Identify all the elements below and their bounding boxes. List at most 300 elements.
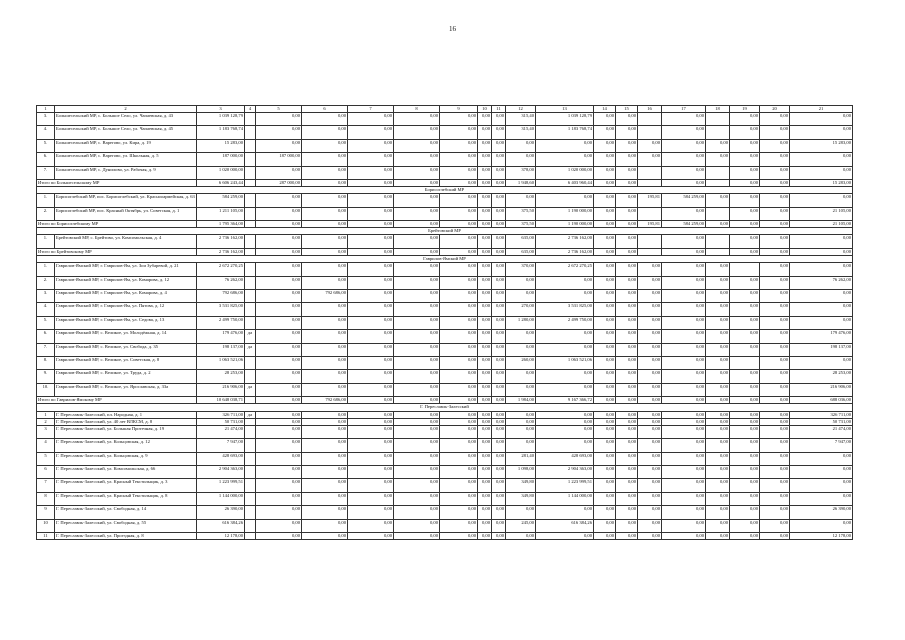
table-cell: 0,00	[394, 383, 440, 396]
table-cell: 26 390,00	[790, 506, 853, 519]
table-cell: 0,00	[302, 153, 348, 166]
table-cell: 0,00	[760, 452, 790, 465]
subtotal-cell	[638, 179, 662, 186]
table-cell: 0,00	[492, 166, 506, 179]
table-cell: 0,00	[348, 418, 394, 425]
table-cell: 0,00	[394, 356, 440, 369]
address-cell: Г. Переславль-Залесский, ул. Кольцовская, д. 9	[55, 452, 197, 465]
table-cell: 0,00	[506, 194, 536, 207]
table-cell: 0,00	[492, 263, 506, 276]
subtotal-cell: 0,00	[348, 179, 394, 186]
table-cell: 326 711,00	[197, 411, 245, 418]
table-row	[37, 418, 853, 425]
table-cell: 0,00	[506, 290, 536, 303]
subtotal-cell: 0,00	[616, 179, 638, 186]
table-cell: 187 000,00	[256, 153, 302, 166]
table-cell: 1 020 000,00	[197, 166, 245, 179]
table-cell: 0,00	[348, 263, 394, 276]
register-table	[36, 105, 853, 540]
table-cell: 0,00	[440, 207, 478, 220]
table-cell: 0,00	[616, 207, 638, 220]
column-number: 8	[394, 106, 440, 113]
row-number: 10.	[37, 383, 55, 396]
table-cell: 0,00	[478, 411, 492, 418]
table-cell: 0,00	[394, 533, 440, 540]
table-cell: 0,00	[616, 492, 638, 505]
table-cell: 0,00	[348, 207, 394, 220]
subtotal-cell: 195,81	[638, 221, 662, 228]
table-cell: 0,00	[730, 194, 760, 207]
table-cell: 0,00	[348, 166, 394, 179]
table-cell: 0,00	[440, 425, 478, 438]
row-number: 7.	[37, 166, 55, 179]
table-cell: 378,00	[506, 166, 536, 179]
table-row	[37, 370, 853, 383]
flag-cell	[245, 452, 256, 465]
table-cell: 0,00	[662, 439, 706, 452]
subtotal-cell	[706, 179, 730, 186]
table-cell: 0,00	[440, 126, 478, 139]
table-cell: 0,00	[348, 153, 394, 166]
table-cell: 0,00	[662, 411, 706, 418]
subtotal-cell: 0,00	[302, 221, 348, 228]
subtotal-cell	[245, 221, 256, 228]
table-cell: 0,00	[256, 506, 302, 519]
table-cell: 0,00	[662, 418, 706, 425]
table-cell: 0,00	[662, 290, 706, 303]
address-cell: Гаврилов-Ямский МР, г. Гаврилов-Ям, ул. Пятова, д. 12	[55, 303, 197, 316]
table-cell: 0,00	[492, 356, 506, 369]
table-cell: 0,00	[662, 303, 706, 316]
table-cell: 0,00	[706, 506, 730, 519]
row-number: 4.	[37, 303, 55, 316]
table-row	[37, 479, 853, 492]
table-cell: 1 039 128,79	[536, 113, 594, 126]
table-cell: 0,00	[256, 383, 302, 396]
table-cell: 0,00	[594, 439, 616, 452]
table-cell: 0,00	[594, 466, 616, 479]
table-cell: 1 211 105,00	[197, 207, 245, 220]
table-cell: 0,00	[706, 418, 730, 425]
table-cell: 2 499 750,00	[197, 316, 245, 329]
table-cell: 2 672 270,25	[536, 263, 594, 276]
subtotal-cell: 0,00	[492, 179, 506, 186]
table-cell: 0,00	[760, 383, 790, 396]
address-cell: Г. Переславль-Залесский, ул. Комсомольская, д. 66	[55, 466, 197, 479]
table-cell: 0,00	[348, 492, 394, 505]
table-cell: 0,00	[348, 533, 394, 540]
table-cell: 0,00	[256, 303, 302, 316]
flag-cell	[245, 370, 256, 383]
table-cell: 1 144 000,00	[197, 492, 245, 505]
column-number: 9	[440, 106, 478, 113]
table-cell: 21 105,00	[790, 207, 853, 220]
column-number: 21	[790, 106, 853, 113]
section-header-row	[37, 187, 853, 194]
table-row	[37, 466, 853, 479]
table-cell: 0,00	[662, 207, 706, 220]
address-cell: Г. Переславль-Залесский, ул. Кольцовская, д. 12	[55, 439, 197, 452]
table-cell: 0,00	[492, 153, 506, 166]
table-cell: 0,00	[594, 506, 616, 519]
row-number: 1.	[37, 235, 55, 248]
row-number: 6.	[37, 330, 55, 343]
table-cell: 7 947,00	[790, 439, 853, 452]
table-cell: 0,00	[662, 466, 706, 479]
address-cell: Борисоглебский МР, пос. Красный Октябрь, ул. Советская, д. 1	[55, 207, 197, 220]
table-cell: 0,00	[662, 153, 706, 166]
table-cell: 26 390,00	[197, 506, 245, 519]
address-cell: Большесельский МР, с. Большое Село, ул. Чапаевская, д. 43	[55, 113, 197, 126]
subtotal-cell: 0,00	[394, 397, 440, 404]
table-cell: 0,00	[256, 343, 302, 356]
table-cell: 0,00	[730, 126, 760, 139]
table-cell: 0,00	[492, 343, 506, 356]
table-row	[37, 316, 853, 329]
table-cell: 0,00	[256, 290, 302, 303]
table-cell: 0,00	[638, 506, 662, 519]
subtotal-cell: 6 403 960,44	[536, 179, 594, 186]
table-cell: 616 384,26	[197, 519, 245, 532]
subtotal-cell: 0,00	[706, 221, 730, 228]
subtotal-cell: 0,00	[440, 179, 478, 186]
table-cell: 0,00	[348, 303, 394, 316]
table-cell: 0,00	[478, 383, 492, 396]
table-cell: 0,00	[760, 519, 790, 532]
table-cell: 0,00	[478, 452, 492, 465]
table-cell: 0,00	[492, 303, 506, 316]
subtotal-cell: 1 190 000,00	[536, 221, 594, 228]
column-number: 10	[478, 106, 492, 113]
table-row	[37, 452, 853, 465]
table-cell: 0,00	[790, 153, 853, 166]
table-cell: 0,00	[706, 466, 730, 479]
table-cell: 0,00	[440, 330, 478, 343]
table-cell: 0,00	[302, 276, 348, 289]
column-number: 12	[506, 106, 536, 113]
table-cell: 0,00	[662, 506, 706, 519]
subtotal-cell: 0,00	[394, 179, 440, 186]
table-cell: 0,00	[492, 519, 506, 532]
row-number: 1.	[37, 194, 55, 207]
table-cell: 0,00	[594, 207, 616, 220]
table-cell: 0,00	[760, 290, 790, 303]
table-cell: 0,00	[440, 452, 478, 465]
section-title: Брейтовский МР	[37, 228, 853, 235]
subtotal-cell	[638, 248, 662, 255]
subtotal-cell: 635,00	[506, 248, 536, 255]
subtotal-cell: 0,00	[616, 221, 638, 228]
table-cell: 0,00	[256, 370, 302, 383]
table-cell: 375,50	[506, 207, 536, 220]
table-cell: 0,00	[256, 139, 302, 152]
subtotal-cell: 0,00	[760, 179, 790, 186]
flag-cell	[245, 492, 256, 505]
table-cell: 0,00	[302, 356, 348, 369]
table-cell: 28 253,00	[790, 370, 853, 383]
table-cell: 0,00	[662, 139, 706, 152]
table-cell: 0,00	[706, 276, 730, 289]
table-row	[37, 303, 853, 316]
table-cell: 349,80	[506, 492, 536, 505]
table-cell: 0,00	[492, 506, 506, 519]
table-cell: 0,00	[506, 343, 536, 356]
table-cell: 584 259,00	[662, 194, 706, 207]
table-row	[37, 439, 853, 452]
subtotal-cell: 0,00	[594, 179, 616, 186]
table-cell: 245,00	[506, 519, 536, 532]
row-number: 2	[37, 418, 55, 425]
address-cell: Г. Переславль-Залесский, пл. Народная, д. 1	[55, 411, 197, 418]
subtotal-cell: 0,00	[662, 179, 706, 186]
flag-cell	[245, 425, 256, 438]
table-cell: 0,00	[706, 316, 730, 329]
subtotal-cell: 0,00	[348, 248, 394, 255]
table-cell: 0,00	[790, 235, 853, 248]
table-cell: 0,00	[302, 466, 348, 479]
table-cell: 0,00	[706, 492, 730, 505]
table-cell: 0,00	[302, 425, 348, 438]
subtotal-cell: 0,00	[760, 397, 790, 404]
table-cell: 50 731,00	[790, 418, 853, 425]
table-cell: 0,00	[348, 139, 394, 152]
subtotal-cell: 0,00	[730, 248, 760, 255]
table-cell: 21 474,00	[197, 425, 245, 438]
table-cell: 0,00	[616, 194, 638, 207]
subtotal-cell: 0,00	[594, 221, 616, 228]
table-cell: 0,00	[616, 418, 638, 425]
column-number: 17	[662, 106, 706, 113]
subtotal-cell: 2 736 162,00	[536, 248, 594, 255]
table-cell: 0,00	[730, 411, 760, 418]
table-cell: 1 183 768,74	[197, 126, 245, 139]
row-number: 10	[37, 519, 55, 532]
table-cell: 0,00	[506, 383, 536, 396]
table-cell: 0,00	[256, 439, 302, 452]
table-cell: 0,00	[440, 533, 478, 540]
table-cell: 0,00	[706, 330, 730, 343]
subtotal-cell: 0,00	[616, 248, 638, 255]
subtotal-cell: 0,00	[302, 248, 348, 255]
table-cell: 0,00	[638, 439, 662, 452]
table-cell: 0,00	[302, 452, 348, 465]
table-cell: 0,00	[706, 383, 730, 396]
table-cell: 0,00	[394, 303, 440, 316]
table-cell: 428 693,00	[536, 452, 594, 465]
address-cell: Г. Переславль-Залесский, ул. Красный Текстильщик, д. 3	[55, 479, 197, 492]
table-cell: 0,00	[394, 452, 440, 465]
table-row	[37, 194, 853, 207]
table-cell: 0,00	[394, 506, 440, 519]
column-number: 13	[536, 106, 594, 113]
subtotal-cell: 0,00	[760, 221, 790, 228]
table-cell: 0,00	[440, 194, 478, 207]
table-cell: 0,00	[256, 466, 302, 479]
table-cell: 2 736 162,00	[536, 235, 594, 248]
section-header-row	[37, 404, 853, 411]
table-cell: 0,00	[348, 383, 394, 396]
table-cell: 0,00	[302, 370, 348, 383]
table-cell: 0,00	[760, 466, 790, 479]
table-cell: 0,00	[394, 519, 440, 532]
table-cell: 0,00	[348, 343, 394, 356]
table-cell: 0,00	[616, 452, 638, 465]
table-cell: 0,00	[760, 263, 790, 276]
table-cell: 270,00	[506, 303, 536, 316]
address-cell: Большесельский МР, с. Большое Село, ул. Чапаевская, д. 45	[55, 126, 197, 139]
table-cell: 195,81	[638, 194, 662, 207]
table-cell: 0,00	[706, 533, 730, 540]
table-cell: 0,00	[506, 439, 536, 452]
table-cell: 0,00	[706, 153, 730, 166]
table-cell: 0,00	[760, 533, 790, 540]
subtotal-cell: 0,00	[594, 248, 616, 255]
table-cell: 0,00	[348, 290, 394, 303]
table-cell: 0,00	[594, 316, 616, 329]
table-cell: 0,00	[536, 383, 594, 396]
table-cell: 0,00	[616, 139, 638, 152]
table-cell: 0,00	[256, 316, 302, 329]
table-cell: 0,00	[760, 343, 790, 356]
section-title: Г. Переславль-Залесский	[37, 404, 853, 411]
subtotal-cell: 0,00	[440, 221, 478, 228]
address-cell: Брейтовский МР, с. Брейтово, ул. Комсомольская, д. 4	[55, 235, 197, 248]
row-number: 7.	[37, 343, 55, 356]
table-cell: 0,00	[394, 418, 440, 425]
table-cell: 0,00	[478, 316, 492, 329]
table-cell: 0,00	[638, 290, 662, 303]
table-cell: 0,00	[616, 425, 638, 438]
table-cell: 0,00	[348, 276, 394, 289]
table-cell: 0,00	[440, 316, 478, 329]
table-cell: 0,00	[492, 370, 506, 383]
column-number: 16	[638, 106, 662, 113]
table-cell: 216 906,00	[790, 383, 853, 396]
table-cell: 0,00	[478, 153, 492, 166]
table-cell: 0,00	[394, 370, 440, 383]
row-number: 4.	[37, 126, 55, 139]
table-cell: 1 020 000,00	[536, 166, 594, 179]
address-cell: Борисоглебский МР, пос. Борисоглебский, ул. Краснооармейская, д. 63	[55, 194, 197, 207]
subtotal-row	[37, 397, 853, 404]
table-cell: 0,00	[638, 139, 662, 152]
subtotal-cell: 0,00	[616, 397, 638, 404]
table-cell: 0,00	[478, 343, 492, 356]
table-cell: 0,00	[302, 263, 348, 276]
table-cell: 315,40	[506, 126, 536, 139]
table-cell: 0,00	[348, 370, 394, 383]
table-cell: 0,00	[536, 418, 594, 425]
table-cell: 0,00	[790, 492, 853, 505]
table-cell: 0,00	[302, 126, 348, 139]
table-cell	[706, 113, 730, 126]
table-cell: 0,00	[790, 126, 853, 139]
subtotal-label: Итого по Брейтовскому МР	[37, 248, 197, 255]
table-cell	[638, 113, 662, 126]
table-cell: 0,00	[638, 425, 662, 438]
row-number: 8	[37, 492, 55, 505]
table-cell: 0,00	[616, 356, 638, 369]
table-cell: 0,00	[730, 276, 760, 289]
subtotal-label: Итого по Борисоглебскому МР	[37, 221, 197, 228]
table-cell: 0,00	[616, 533, 638, 540]
table-cell: 0,00	[478, 425, 492, 438]
table-cell: 0,00	[760, 235, 790, 248]
column-number: 20	[760, 106, 790, 113]
table-cell: 0,00	[730, 235, 760, 248]
table-row	[37, 153, 853, 166]
table-cell: 0,00	[302, 235, 348, 248]
subtotal-cell: 0,00	[492, 248, 506, 255]
table-cell	[638, 166, 662, 179]
table-cell: 0,00	[302, 316, 348, 329]
table-cell: 0,00	[492, 330, 506, 343]
subtotal-row	[37, 248, 853, 255]
table-cell: 0,00	[492, 492, 506, 505]
table-cell: 0,00	[302, 383, 348, 396]
table-cell: 2 672 270,25	[197, 263, 245, 276]
table-cell: 0,00	[594, 166, 616, 179]
table-cell: 0,00	[302, 533, 348, 540]
table-cell: 0,00	[506, 533, 536, 540]
address-cell: Гаврилов-Ямский МР, г. Гаврилов-Ям, ул. Комарова, д. 4	[55, 290, 197, 303]
flag-cell	[245, 356, 256, 369]
table-cell: 0,00	[730, 533, 760, 540]
table-cell: 179 476,00	[790, 330, 853, 343]
table-cell: 0,00	[730, 113, 760, 126]
table-cell: 0,00	[478, 466, 492, 479]
table-cell: 0,00	[706, 194, 730, 207]
column-number: 6	[302, 106, 348, 113]
subtotal-row	[37, 221, 853, 228]
table-cell: 0,00	[594, 383, 616, 396]
flag-cell	[245, 466, 256, 479]
table-cell: 0,00	[730, 166, 760, 179]
section-title: Борисоглебский МР	[37, 187, 853, 194]
table-cell: 0,00	[536, 533, 594, 540]
table-cell: 0,00	[440, 235, 478, 248]
subtotal-cell: 0,00	[706, 397, 730, 404]
table-cell: 0,00	[662, 356, 706, 369]
table-cell: 0,00	[616, 316, 638, 329]
subtotal-cell: 2 736 162,00	[197, 248, 245, 255]
table-cell: 0,00	[790, 519, 853, 532]
table-cell: 0,00	[478, 533, 492, 540]
table-row	[37, 330, 853, 343]
table-cell: 0,00	[790, 113, 853, 126]
table-cell: 0,00	[760, 303, 790, 316]
flag-cell	[245, 519, 256, 532]
table-cell: 0,00	[256, 533, 302, 540]
table-cell: 0,00	[594, 356, 616, 369]
table-cell	[638, 235, 662, 248]
table-cell: 0,00	[536, 343, 594, 356]
flag-cell	[245, 533, 256, 540]
table-cell: 635,00	[506, 235, 536, 248]
column-number: 2	[55, 106, 197, 113]
table-cell: 0,00	[594, 113, 616, 126]
table-cell: 0,00	[440, 343, 478, 356]
table-cell: 0,00	[256, 235, 302, 248]
table-cell: 0,00	[492, 383, 506, 396]
page-number: 16	[449, 25, 456, 33]
subtotal-cell: 0,00	[638, 397, 662, 404]
section-header-row	[37, 228, 853, 235]
table-cell: 0,00	[478, 290, 492, 303]
table-cell: 0,00	[394, 316, 440, 329]
table-cell: 28 253,00	[197, 370, 245, 383]
table-cell: 0,00	[594, 126, 616, 139]
